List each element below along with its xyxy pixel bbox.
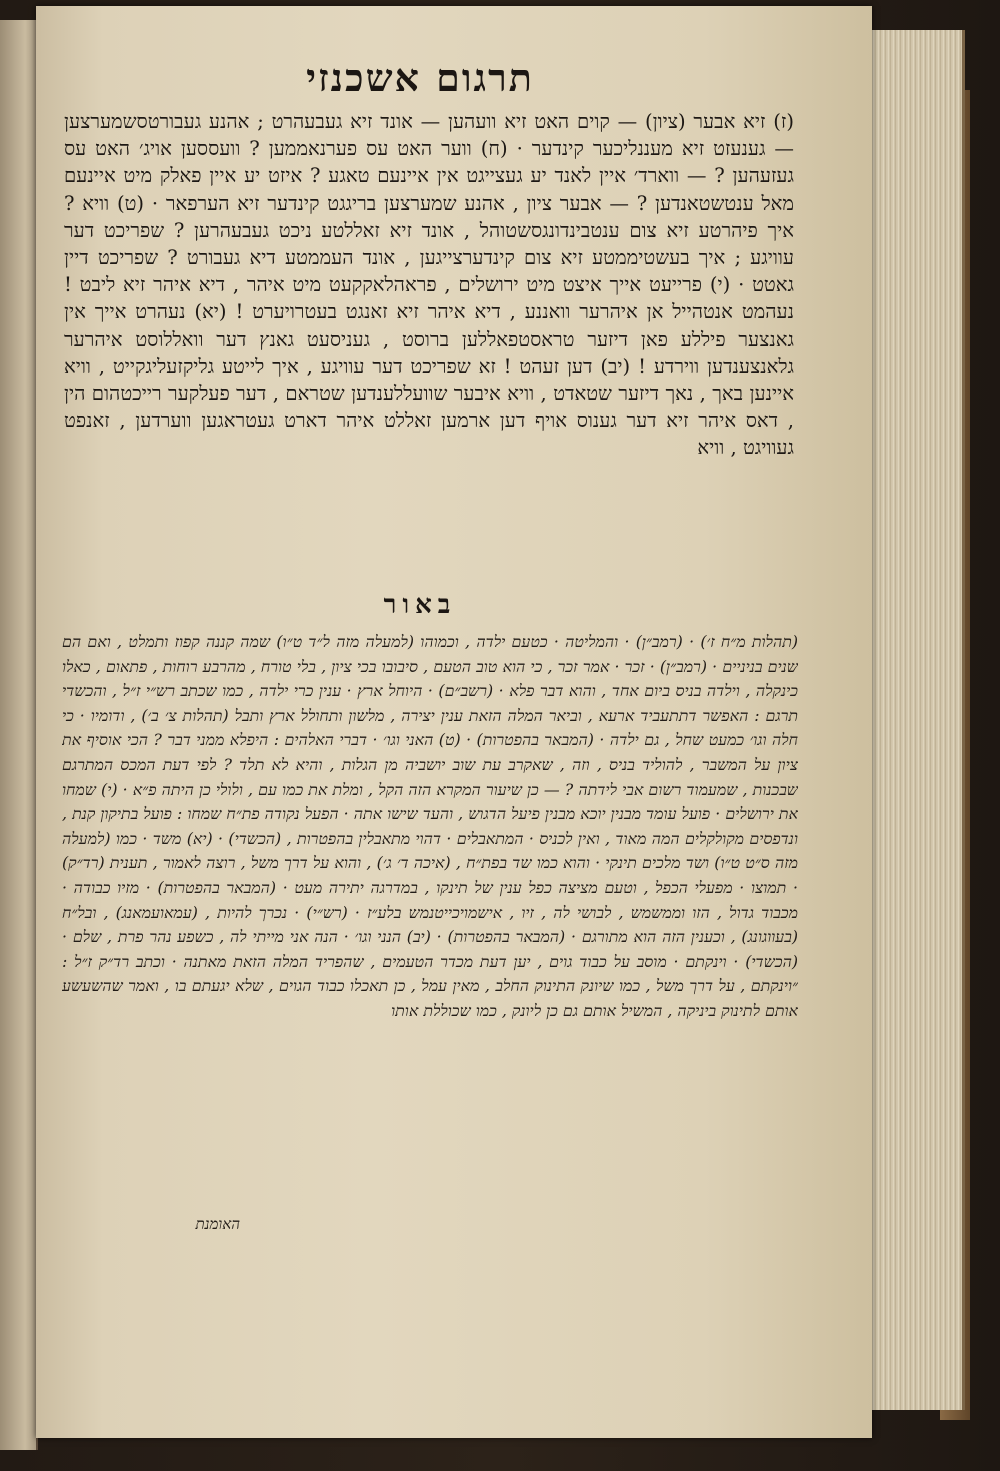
translation-text: (ז) זיא אבער (ציון) — קוים האט זיא וועהען — אונד זיא געבעהרט ; אהנע געבורטסשמערצען — גענעזט זיא מעננליכער קינדער · (ח) ווער האט עס פערנאממען ? וועססען אויג׳ האט עס געזעהען ? — ווארד׳ איין לאנד יע געצייגט אין איינעם טאגע ? איזט יע איין פאלק מיט איינעם מאל ענטשטאנדען ? — אבער ציון , אהנע שמערצען בריגגט קינדער זיא הערפאר · (ט) וויא ? איך פיהרטע זיא צום ענטבינדונגסשטוהל , אונד זיא זאללטע ניכט געבעהרען ? שפריכט דער עוויגע ; איך בעשטיממטע זיא צום קינדערצייגען , אונד העממטע דיא געבורט ? שפריכט דיין גאטט · (י) פרייעט אייך איצט מיט ירושלים , פראהלאקקעט מיט איהר , דיא איהר זיא ליבט ! נעהמט אנטהייל אן איהרער וואננע , דיא איהר זיא זאנגט בעטרויערט ! (יא) נעהרט אייך אין גאנצער פיללע פאן דיזער טראסטפאללען ברוסט , געניסעט גאנץ דער וואללוסט איהרער גלאנצענדען ווירדע ! (יב) דען זעהט ! זא שפריכט דער עוויגע , איך לייטע גליקזעליגקייט , וויא איינען באך , נאך דיזער שטאדט , וויא איבער שוועללענדען שטראם , דער פעלקער רייכטהום הין , דאס איהר זיא דער גענוס אויף דען ארמען זאללט איהר דארט געטראגען ווערדען , זאנפט געוויגט , וויא [64, 110, 794, 460]
page-block-edge [872, 30, 965, 1410]
commentary-text: (תהלות מ״ח ז׳) · (רמב״ן) · והמליטה · כטעם ילדה , וכמוהו (למעלה מזה ל״ד ט״ו) שמה קננה קפוז ותמלט , ואם הם שנים בניניים · (רמב״ן) · זכר · אמר זכר , כי הוא טוב הטעם , סיבובו בכי ציון , בלי טורח , מהרבע רוחות , פתאום , כאלו כינקלה , וילדה בניס ביום אחד , והוא דבר פלא · (רשב״ם) · היוחל ארץ · ענין כרי ילדה , כמו שכתב רש״י ז״ל , והכשדי תרגם : האפשר דתתעביד ארעא , וביאר המלה הזאת ענין יצירה , מלשון ותחולל ארץ ותבל (תהלות צ׳ ב׳) , ודומיו · כי חלה וגו׳ כמעט שחל , גם ילדה · (המבאר בהפטרות) · (ט) האני וגו׳ · דברי האלהים : היפלא ממני דבר ? הכי אוסיף את ציון על המשבר , להוליד בניס , וזה , שאקרב עת שוב יושביה מן הגלות , והיא לא תלד ? לפי דעת המכס המתרגם שבכנות , שמעמוד רשום אבי לידתה ? — כן שיעור המקרא הזה הקל , ומלת את כמו עם , ולולי כן היתה פ״א · (י) שמחו את ירושלים · פועל עומד מבנין יוכא מבנין פיעל הדגוש , והעד שישו אתה · הפעל נקודה פת״ח שמחו : פועל בתיקון קנת , ונדפסים מקולקלים המה מאוד , ואין לכניס · המתאבלים · דהוי מתאבלין בהפטרות , (הכשדי) · (יא) משד · כמו (למעלה מזה ס״ט ט״ו) ושד מלכים תינקי · והוא כמו שד בפת״ח , (איכה ד׳ ג׳) , והוא על דרך משל , רוצה לאמור , תענית (רד״ק) · תמוצו · מפעלי הכפל , וטעם מציצה כפל ענין של תינקו , במדרגה יתירה מעט · (המבאר בהפטרות) · מזיו כבודה · מכבוד גדול , הזו וממשמש , לבושי לה , זיו , אישמויכייטנמש בלע״ז · (רש״י) · נכרך להיות , (עמאועמאנג) , ובל״ח (בעווגונג) , וכענין הזה הוא מתורגם · (המבאר בהפטרות) · (יב) הנני וגו׳ · הנה אני מייתי לה , כשפע נהר פרת , שלם · (הכשדי) · וינקתם · מוסב על כבוד גוים , יען דעת מכדר הטעמים , שהפריד המלה הזאת מאתנה · וכתב רד״ק ז״ל : ״וינקתם , על דרך משל , כמו שיונק התינוק החלב , מאין עמל , כן תאכלו כבוד הגוים , שלא יגעתם בו , ואמר שהשעשע אותם לתינוק ביניקה , המשיל אותם גם כן ליונק , כמו שכוללת אותו [62, 632, 798, 1020]
facing-page-edge [0, 20, 38, 1450]
page-title: תרגום אשכנזי [306, 55, 534, 100]
commentary-heading: באור [383, 590, 457, 620]
catchword: האומנת [195, 1215, 240, 1233]
